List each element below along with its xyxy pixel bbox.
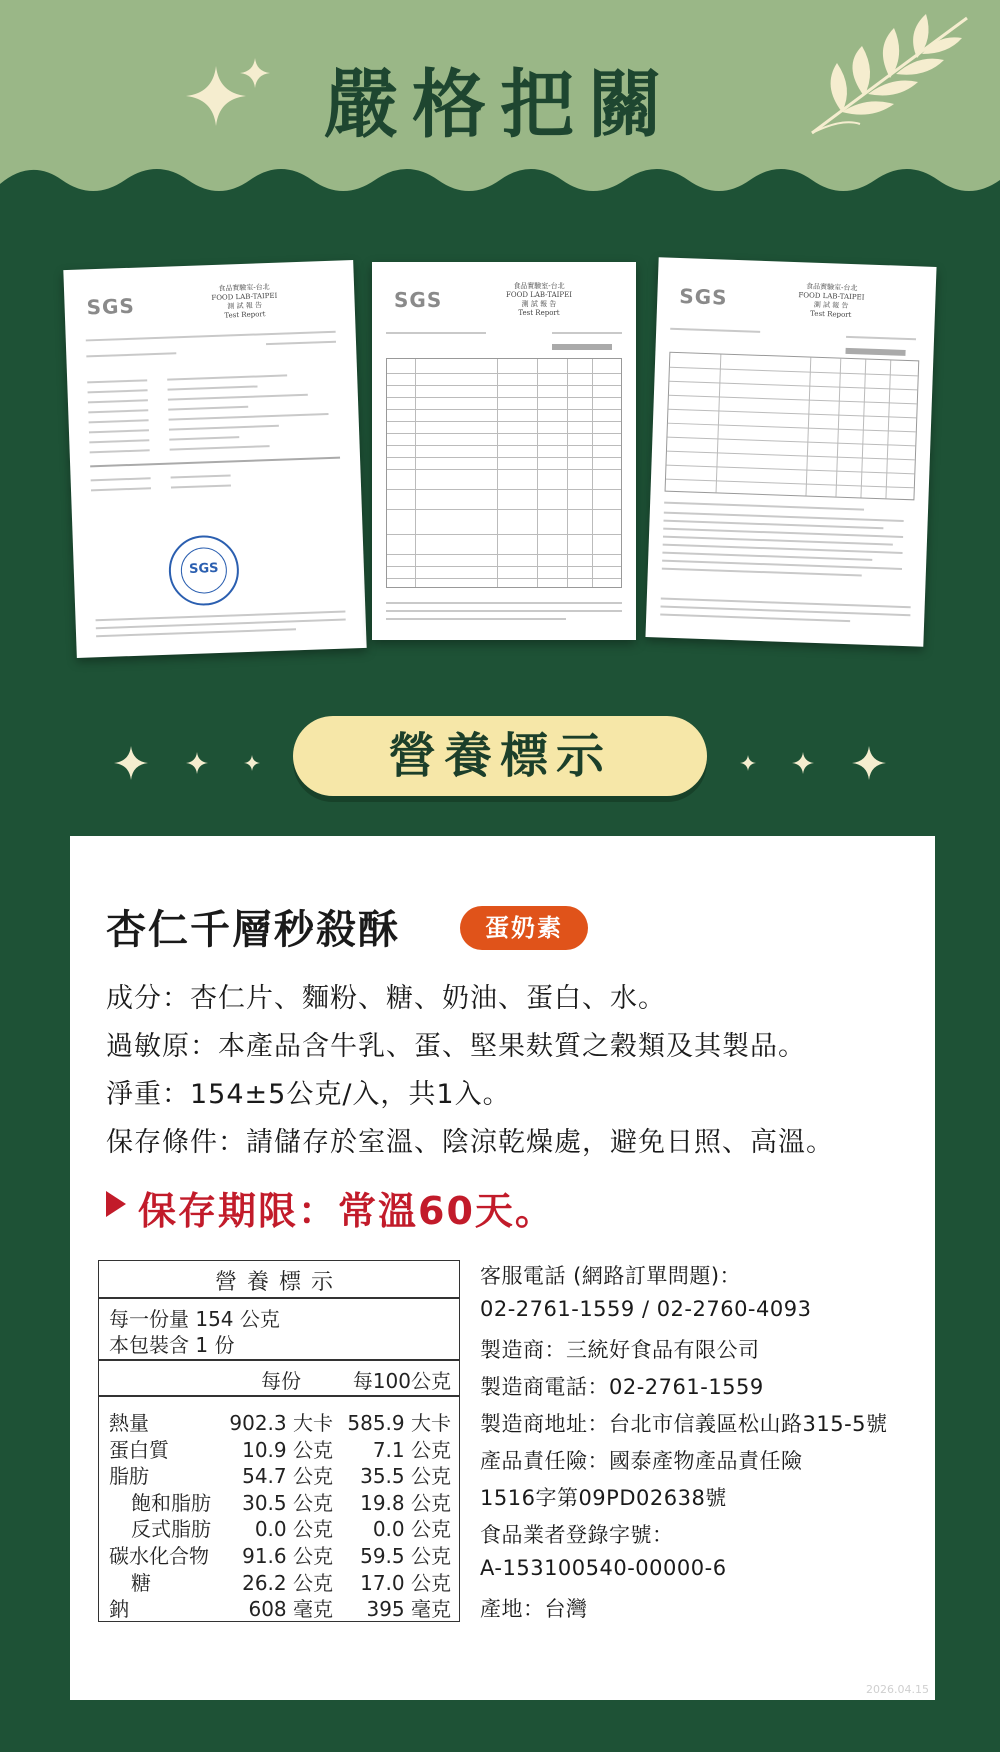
- nutrient-name: 蛋白質: [109, 1437, 169, 1462]
- nutrition-row: [99, 1434, 459, 1461]
- sparkle-icon: [244, 755, 260, 771]
- sparkle-icon: [240, 58, 270, 88]
- sgs-logo: SGS: [394, 288, 443, 312]
- nutrient-per-100g: 35.5 公克: [360, 1464, 451, 1489]
- page-title: 嚴格把關: [324, 62, 676, 148]
- sgs-logo: SGS: [678, 284, 728, 310]
- sparkle-icon: [852, 746, 886, 780]
- ingredients-text: 成分：杏仁片、麵粉、糖、奶油、蛋白、水。: [106, 983, 666, 1014]
- nutrition-row: [99, 1460, 459, 1487]
- report-table: [386, 358, 622, 588]
- report-table: [665, 352, 920, 501]
- nutrient-per-serving: 0.0 公克: [254, 1517, 333, 1542]
- contact-line: 製造商：三統好食品有限公司: [480, 1338, 760, 1362]
- contact-line: 客服電話 (網路訂單問題)：: [480, 1264, 742, 1288]
- nutrient-name: 糖: [131, 1570, 151, 1595]
- nutrition-row: [99, 1513, 459, 1540]
- contact-line: 製造商電話：02-2761-1559: [480, 1375, 764, 1399]
- nutrition-row: [99, 1487, 459, 1514]
- leaf-branch-icon: [802, 8, 972, 138]
- net-weight-text: 淨重：154±5公克/入，共1入。: [106, 1079, 511, 1110]
- nutrient-name: 鈉: [109, 1597, 129, 1622]
- storage-text: 保存條件：請儲存於室溫、陰涼乾燥處，避免日照、高溫。: [106, 1127, 834, 1158]
- nutrient-per-serving: 30.5 公克: [242, 1490, 333, 1515]
- sparkle-icon: [740, 755, 756, 771]
- sgs-stamp: SGS: [168, 534, 240, 606]
- test-report-2: [372, 262, 636, 640]
- nutrition-table-title: 營養標示: [214, 1270, 343, 1295]
- nutrient-per-serving: 10.9 公克: [242, 1437, 333, 1462]
- nutrition-row: [99, 1567, 459, 1594]
- contact-line: 02-2761-1559 / 02-2760-4093: [480, 1297, 812, 1321]
- nutrient-per-100g: 7.1 公克: [372, 1437, 451, 1462]
- contact-line: 產地：台灣: [480, 1597, 588, 1621]
- triangle-bullet-icon: [106, 1191, 126, 1217]
- nutrition-row: [99, 1593, 459, 1620]
- nutrient-per-100g: 59.5 公克: [360, 1544, 451, 1568]
- serving-size: 每一份量 154 公克: [109, 1307, 280, 1331]
- shelf-life-text: 保存期限：常溫60天。: [138, 1189, 555, 1233]
- nutrition-row: [99, 1407, 459, 1434]
- wave-divider: [0, 150, 1000, 210]
- nutrient-per-serving: 26.2 公克: [242, 1570, 333, 1595]
- nutrition-table: [98, 1260, 460, 1622]
- report-header: 食品實驗室-台北 FOOD LAB-TAIPEI 測 試 報 告 Test Report: [211, 282, 278, 320]
- servings-per-package: 本包裝含 1 份: [109, 1333, 235, 1357]
- test-report-1: [63, 260, 366, 658]
- nutrient-per-serving: 54.7 公克: [242, 1464, 333, 1489]
- nutrient-per-100g: 19.8 公克: [360, 1490, 451, 1515]
- nutrient-name: 反式脂肪: [131, 1517, 211, 1542]
- column-per-serving: 每份: [261, 1369, 301, 1393]
- nutrient-name: 熱量: [109, 1411, 149, 1435]
- sgs-logo: SGS: [86, 293, 136, 320]
- report-header: 食品實驗室-台北 FOOD LAB-TAIPEI 測 試 報 告 Test Report: [798, 282, 865, 320]
- sparkle-icon: [792, 752, 814, 774]
- product-name: 杏仁千層秒殺酥: [106, 907, 400, 953]
- sparkle-icon: [186, 66, 246, 126]
- contact-line: 1516字第09PD02638號: [480, 1486, 727, 1510]
- nutrition-row: [99, 1540, 459, 1567]
- nutrient-per-100g: 0.0 公克: [372, 1517, 451, 1542]
- test-report-3: [645, 257, 936, 646]
- column-per-100g: 每100公克: [352, 1369, 451, 1393]
- sparkle-icon: [114, 746, 148, 780]
- date-stamp: 2026.04.15: [866, 1683, 929, 1696]
- nutrient-per-serving: 91.6 公克: [242, 1544, 333, 1568]
- product-card: [70, 836, 935, 1700]
- contact-line: 製造商地址：台北市信義區松山路315-5號: [480, 1412, 888, 1436]
- nutrient-name: 脂肪: [109, 1464, 149, 1489]
- section-title-nutrition: 營養標示: [293, 716, 707, 796]
- nutrient-per-100g: 395 毫克: [366, 1597, 451, 1622]
- nutrient-per-100g: 17.0 公克: [360, 1570, 451, 1595]
- report-header: 食品實驗室-台北 FOOD LAB-TAIPEI 測 試 報 告 Test Report: [506, 282, 572, 317]
- nutrient-name: 碳水化合物: [109, 1544, 209, 1568]
- diet-badge: 蛋奶素: [460, 906, 588, 950]
- nutrient-per-serving: 902.3 大卡: [229, 1411, 333, 1435]
- allergens-text: 過敏原：本產品含牛乳、蛋、堅果麸質之穀類及其製品。: [106, 1031, 806, 1062]
- contact-line: A-153100540-00000-6: [480, 1556, 727, 1580]
- contact-line: 食品業者登錄字號：: [480, 1523, 674, 1547]
- nutrient-per-100g: 585.9 大卡: [347, 1411, 451, 1435]
- contact-line: 產品責任險：國泰產物產品責任險: [480, 1449, 803, 1473]
- sparkle-icon: [186, 752, 208, 774]
- nutrient-name: 飽和脂肪: [131, 1490, 211, 1515]
- nutrient-per-serving: 608 毫克: [248, 1597, 333, 1622]
